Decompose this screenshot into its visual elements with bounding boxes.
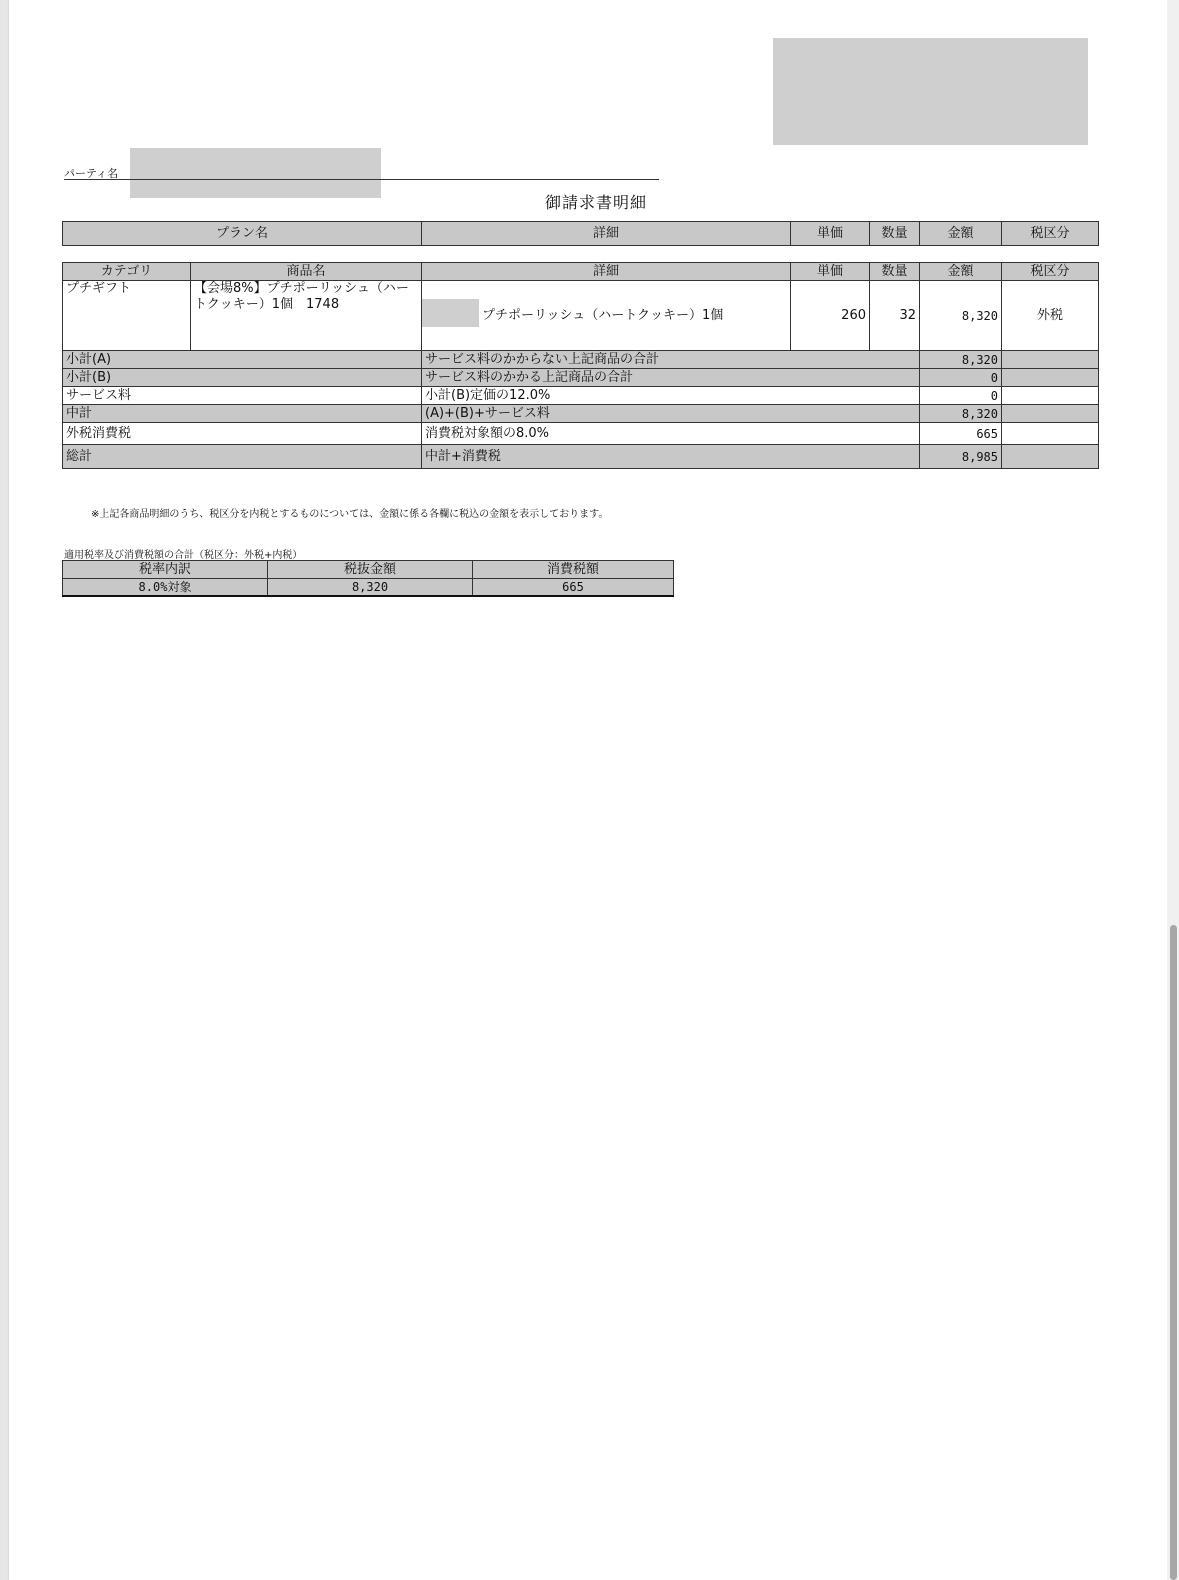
summary-amount: 8,320 [920, 351, 1002, 369]
tax-summary-header [63, 561, 674, 579]
document-page [9, 0, 1167, 1580]
summary-amount: 665 [920, 423, 1002, 445]
summary-row-service-charge [63, 387, 1099, 405]
item-header-product-name: 商品名 [191, 263, 422, 281]
tax-pre-tax-value: 8,320 [268, 579, 473, 597]
tax-amount-value: 665 [473, 579, 674, 597]
plan-header-tax-type: 税区分 [1002, 222, 1099, 246]
tax-header-tax-amount: 消費税額 [473, 561, 674, 579]
summary-amount: 8,985 [920, 445, 1002, 469]
item-header-detail: 詳細 [422, 263, 791, 281]
summary-row-midtotal [63, 405, 1099, 423]
tax-header-rate: 税率内訳 [63, 561, 268, 579]
tax-note: ※上記各商品明細のうち、税区分を内税とするものについては、金額に係る各欄に税込の金額を表示しております。 [91, 509, 609, 520]
item-table [62, 262, 1099, 469]
plan-header-unit-price: 単価 [791, 222, 870, 246]
plan-table-header [63, 222, 1099, 246]
plan-header-amount: 金額 [920, 222, 1002, 246]
tax-summary-table [62, 560, 674, 597]
item-header-amount: 金額 [920, 263, 1002, 281]
item-header-tax-type: 税区分 [1002, 263, 1099, 281]
summary-tax-cell [1002, 369, 1099, 387]
summary-description: 消費税対象額の8.0% [422, 423, 920, 445]
page-title: 御請求書明細 [544, 193, 647, 212]
summary-row-subtotal-a [63, 351, 1099, 369]
summary-description: 小計(B)定価の12.0% [422, 387, 920, 405]
table-row [63, 579, 674, 597]
plan-header-plan-name: プラン名 [63, 222, 422, 246]
summary-label: 外税消費税 [63, 423, 422, 445]
item-product-name: 【会場8%】プチポーリッシュ（ハートクッキー）1個 1748 [191, 281, 422, 351]
scrollbar-thumb[interactable] [1170, 925, 1177, 1580]
item-header-unit-price: 単価 [791, 263, 870, 281]
item-category: プチギフト [63, 281, 191, 351]
party-name-label: パーティ名 [64, 167, 119, 180]
party-name-underline [64, 179, 659, 180]
item-header-quantity: 数量 [870, 263, 920, 281]
summary-description: サービス料のかかる上記商品の合計 [422, 369, 920, 387]
summary-tax-cell [1002, 405, 1099, 423]
summary-tax-cell [1002, 445, 1099, 469]
item-header-category: カテゴリ [63, 263, 191, 281]
scrollbar-track[interactable] [1167, 0, 1179, 1580]
item-table-header [63, 263, 1099, 281]
table-row [63, 281, 1099, 351]
redacted-header-block [773, 38, 1088, 145]
summary-amount: 0 [920, 369, 1002, 387]
summary-description: (A)+(B)+サービス料 [422, 405, 920, 423]
summary-row-grand-total [63, 445, 1099, 469]
item-detail: プチポーリッシュ（ハートクッキー）1個 [482, 307, 724, 323]
item-detail-cell [422, 281, 791, 351]
item-amount: 8,320 [920, 281, 1002, 351]
tax-header-pre-tax: 税抜金額 [268, 561, 473, 579]
summary-tax-cell [1002, 351, 1099, 369]
tax-rate-value: 8.0%対象 [63, 579, 268, 597]
plan-header-detail: 詳細 [422, 222, 791, 246]
summary-label: 小計(B) [63, 369, 422, 387]
summary-label: 小計(A) [63, 351, 422, 369]
item-tax-type: 外税 [1002, 281, 1099, 351]
tax-summary-caption: 適用税率及び消費税額の合計（税区分：外税+内税） [64, 550, 303, 561]
summary-row-consumption-tax [63, 423, 1099, 445]
plan-table [62, 221, 1099, 246]
summary-description: サービス料のかからない上記商品の合計 [422, 351, 920, 369]
summary-label: サービス料 [63, 387, 422, 405]
summary-label: 総計 [63, 445, 422, 469]
summary-description: 中計+消費税 [422, 445, 920, 469]
summary-row-subtotal-b [63, 369, 1099, 387]
summary-amount: 8,320 [920, 405, 1002, 423]
summary-label: 中計 [63, 405, 422, 423]
item-unit-price: 260 [791, 281, 870, 351]
plan-header-quantity: 数量 [870, 222, 920, 246]
summary-tax-cell [1002, 387, 1099, 405]
item-quantity: 32 [870, 281, 920, 351]
summary-tax-cell [1002, 423, 1099, 445]
redacted-detail-prefix [422, 299, 480, 327]
summary-amount: 0 [920, 387, 1002, 405]
